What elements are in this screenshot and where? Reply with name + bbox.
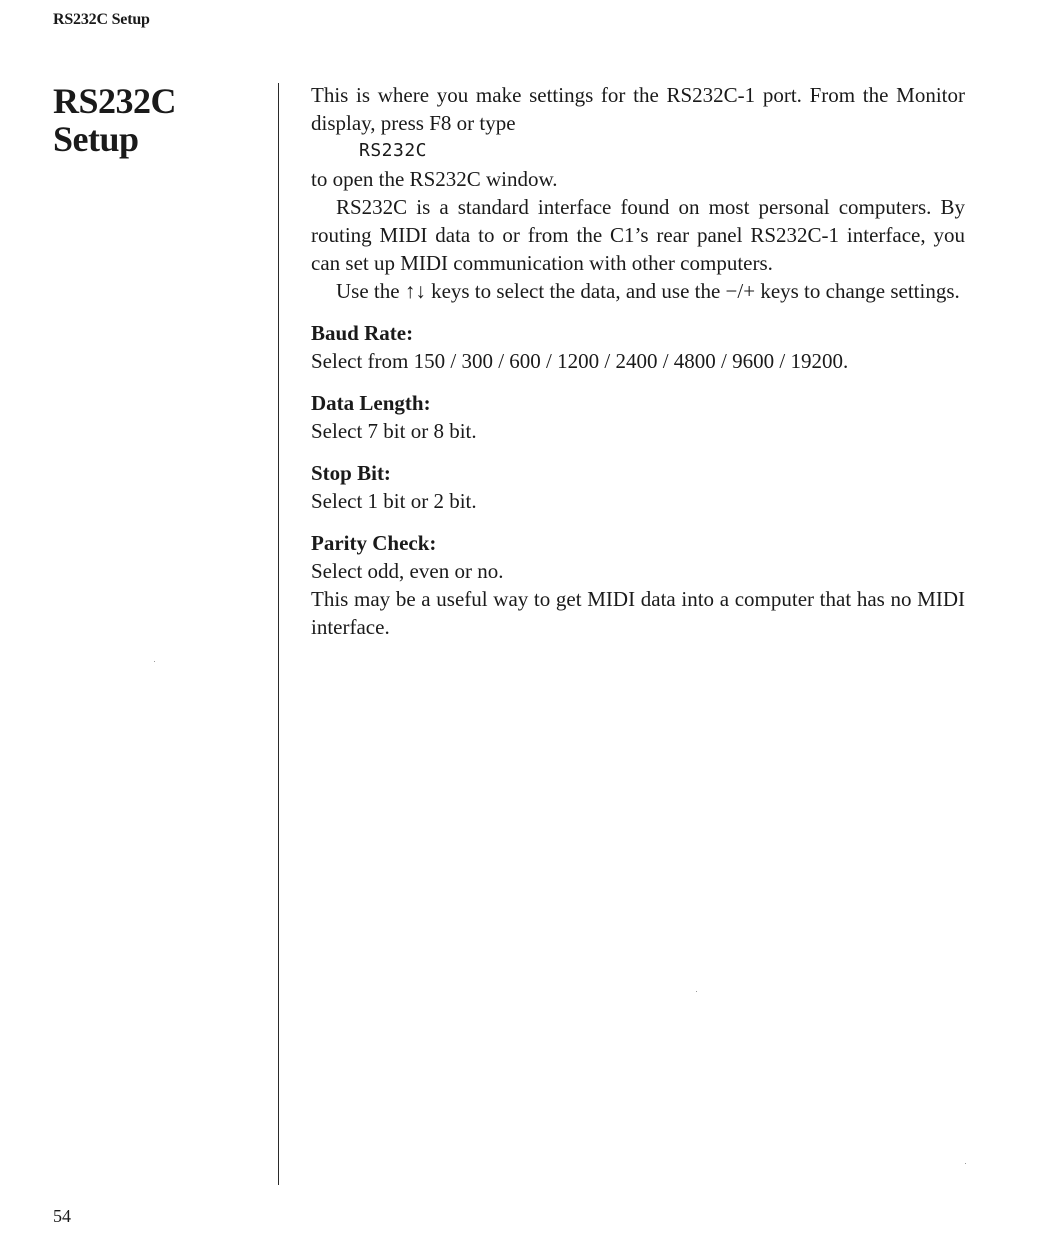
setting-baud-rate [311,319,965,375]
setting-stop-bit [311,459,965,515]
setting-heading: Parity Check: [311,531,437,555]
setting-heading: Data Length: [311,391,431,415]
scan-speck [696,991,697,992]
description-paragraph: RS232C is a standard interface found on most personal computers. By routing MIDI data to or from the C1’s rear panel RS232C-1 interface, you can set up MIDI communication with other computers. [311,195,965,275]
setting-text: Select from 150 / 300 / 600 / 1200 / 2400 / 4800 / 9600 / 19200. [311,349,849,373]
section-title-line1: RS232C [53,81,177,121]
running-head: RS232C Setup [53,11,150,28]
intro-paragraph: This is where you make settings for the RS232C-1 port. From the Monitor display, press F8 or type [311,83,965,135]
column-divider [278,83,279,1185]
scan-speck [154,661,155,662]
section-title-line2: Setup [53,119,139,159]
closing-paragraph: This may be a useful way to get MIDI data into a computer that has no MIDI interface. [311,587,965,639]
intro-paragraph-end: to open the RS232C window. [311,167,558,191]
command-text: RS232C [359,140,428,161]
setting-parity-check [311,529,965,585]
setting-data-length [311,389,965,445]
setting-heading: Stop Bit: [311,461,391,485]
usage-paragraph: Use the ↑↓ keys to select the data, and use the −/+ keys to change settings. [336,279,960,303]
scan-speck [965,1163,966,1164]
section-title [53,82,253,158]
page-number: 54 [53,1206,71,1226]
setting-text: Select odd, even or no. [311,559,504,583]
setting-text: Select 7 bit or 8 bit. [311,419,477,443]
setting-text: Select 1 bit or 2 bit. [311,489,477,513]
setting-heading: Baud Rate: [311,321,414,345]
main-content [311,81,965,641]
